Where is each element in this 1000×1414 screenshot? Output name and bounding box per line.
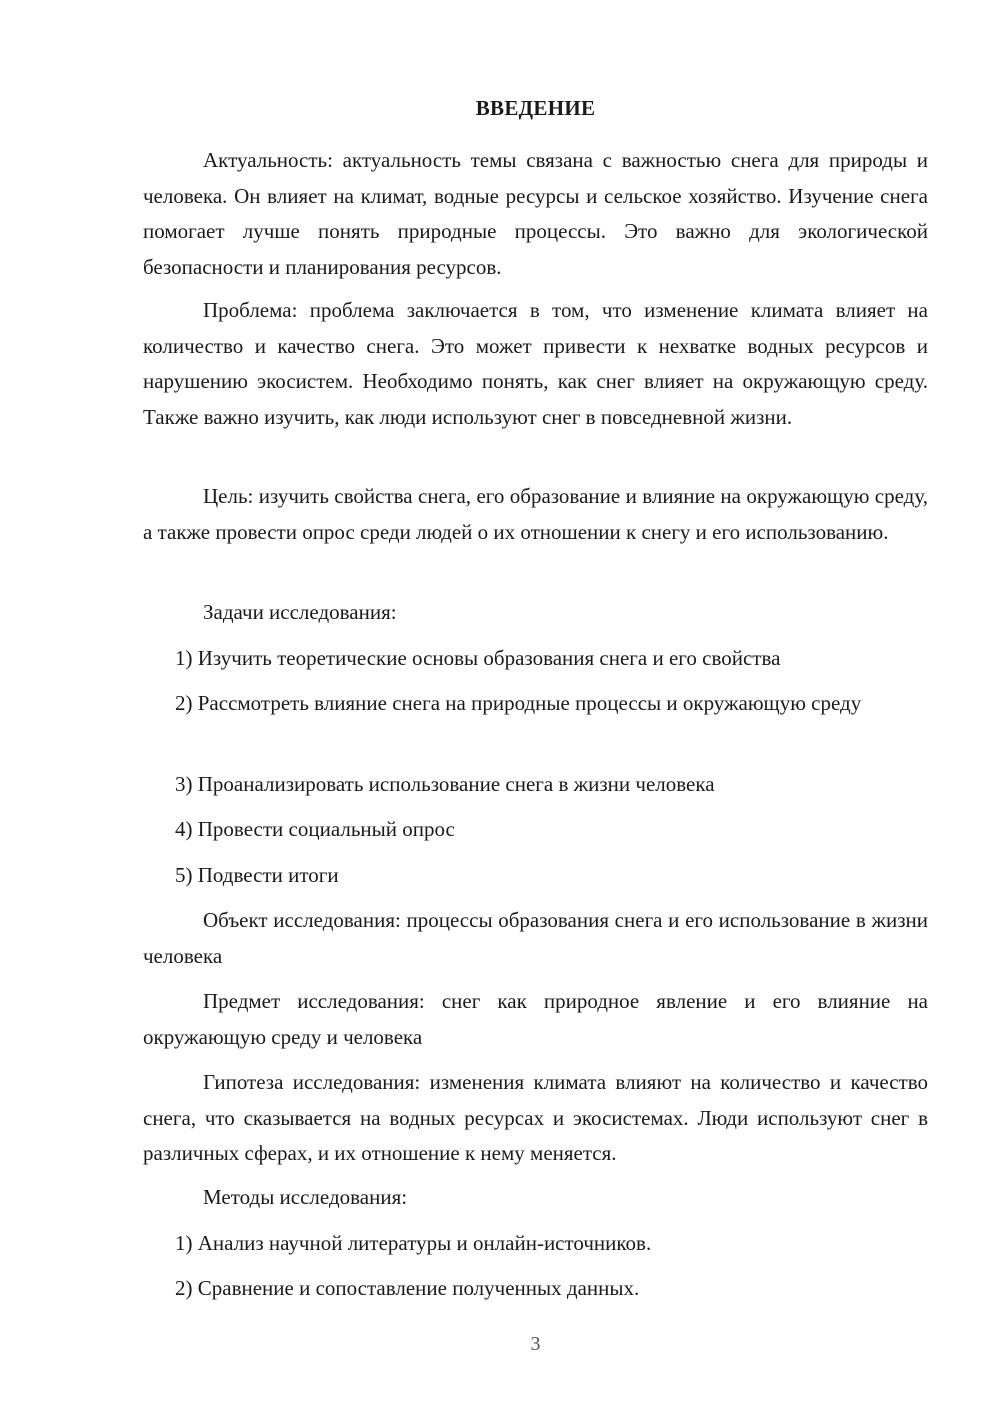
task-item-3: 3) Проанализировать использование снега в жизни человека [175,772,715,796]
document-page [143,0,928,1414]
goal-paragraph: Цель: изучить свойства снега, его образование и влияние на окружающую среду, а также провести опрос среди людей о их отношении к снегу и его использованию. [143,484,928,544]
task-item-2: 2) Рассмотреть влияние снега на природные процессы и окружающую среду [175,691,862,715]
relevance-paragraph: Актуальность: актуальность темы связана с важностью снега для природы и человека. Он влияет на климат, водные ресурсы и сельское хозяйство. Изучение снега помогает лучше понять природные процессы. Это важно для экологической безопасности и планирования ресурсов. [143,148,928,279]
method-item-2: 2) Сравнение и сопоставление полученных данных. [175,1276,640,1300]
page-number: 3 [530,1333,541,1355]
methods-label: Методы исследования: [203,1185,408,1209]
object-paragraph: Объект исследования: процессы образования снега и его использование в жизни человека [143,908,928,968]
problem-paragraph: Проблема: проблема заключается в том, что изменение климата влияет на количество и качество снега. Это может привести к нехватке водных ресурсов и нарушению экосистем. Необходимо понять, как снег влияет на окружающую среду. Также важно изучить, как люди используют снег в повседневной жизни. [143,298,928,429]
task-item-5: 5) Подвести итоги [175,863,339,887]
task-item-1: 1) Изучить теоретические основы образования снега и его свойства [175,646,781,670]
hypothesis-paragraph: Гипотеза исследования: изменения климата влияют на количество и качество снега, что сказывается на водных ресурсах и экосистемах. Люди используют снег в различных сферах, и их отношение к нему меняется. [143,1070,928,1165]
task-item-4: 4) Провести социальный опрос [175,817,455,841]
tasks-label: Задачи исследования: [203,600,397,624]
subject-paragraph: Предмет исследования: снег как природное явление и его влияние на окружающую среду и человека [143,989,928,1049]
section-heading: ВВЕДЕНИЕ [475,96,596,120]
method-item-1: 1) Анализ научной литературы и онлайн-источников. [175,1231,652,1255]
